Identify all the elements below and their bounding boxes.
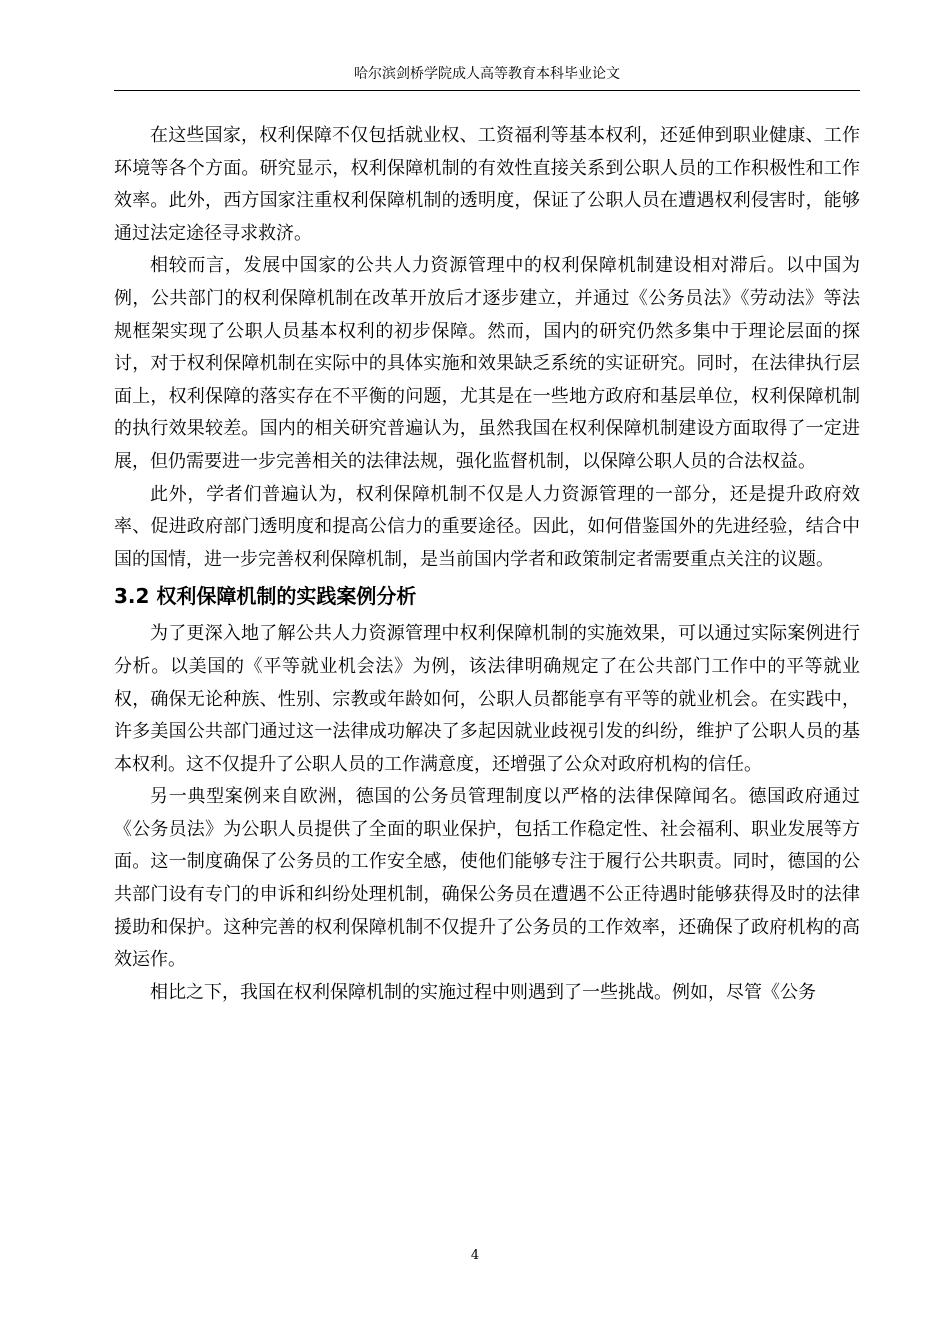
page-number: 4	[470, 1248, 480, 1263]
section-heading: 3.2 权利保障机制的实践案例分析	[114, 584, 417, 609]
header-title: 哈尔滨剑桥学院成人高等教育本科毕业论文	[354, 66, 620, 82]
document-body	[114, 120, 860, 1009]
paragraph: 为了更深入地了解公共人力资源管理中权利保障机制的实施效果，可以通过实际案例进行分析。以美国的《平等就业机会法》为例，该法律明确规定了在公共部门工作中的平等就业权，确保无论种族、性别、宗教或年龄如何，公职人员都能享有平等的就业机会。在实践中，许多美国公共部门通过这一法律成功解决了多起因就业歧视引发的纠纷，维护了公职人员的基本权利。这不仅提升了公职人员的工作满意度，还增强了公众对政府机构的信任。	[114, 623, 860, 775]
paragraph: 在这些国家，权利保障不仅包括就业权、工资福利等基本权利，还延伸到职业健康、工作环境等各个方面。研究显示，权利保障机制的有效性直接关系到公职人员的工作积极性和工作效率。此外，西方国家注重权利保障机制的透明度，保证了公职人员在遭遇权利侵害时，能够通过法定途径寻求救济。	[114, 125, 860, 244]
page-header	[114, 64, 860, 91]
paragraph: 相比之下，我国在权利保障机制的实施过程中则遇到了一些挑战。例如，尽管《公务	[150, 981, 816, 1003]
paragraph: 此外，学者们普遍认为，权利保障机制不仅是人力资源管理的一部分，还是提升政府效率、促进政府部门透明度和提高公信力的重要途径。因此，如何借鉴国外的先进经验，结合中国的国情，进一步完善权利保障机制，是当前国内学者和政策制定者需要重点关注的议题。	[114, 483, 860, 570]
paragraph: 另一典型案例来自欧洲，德国的公务员管理制度以严格的法律保障闻名。德国政府通过《公务员法》为公职人员提供了全面的职业保护，包括工作稳定性、社会福利、职业发展等方面。这一制度确保了公务员的工作安全感，使他们能够专注于履行公共职责。同时，德国的公共部门设有专门的申诉和纠纷处理机制，确保公务员在遭遇不公正待遇时能够获得及时的法律援助和保护。这种完善的权利保障机制不仅提升了公务员的工作效率，还确保了政府机构的高效运作。	[114, 786, 860, 971]
paragraph: 相较而言，发展中国家的公共人力资源管理中的权利保障机制建设相对滞后。以中国为例，公共部门的权利保障机制在改革开放后才逐步建立，并通过《公务员法》《劳动法》等法规框架实现了公职人员基本权利的初步保障。然而，国内的研究仍然多集中于理论层面的探讨，对于权利保障机制在实际中的具体实施和效果缺乏系统的实证研究。同时，在法律执行层面上，权利保障的落实存在不平衡的问题，尤其是在一些地方政府和基层单位，权利保障机制的执行效果较差。国内的相关研究普遍认为，虽然我国在权利保障机制建设方面取得了一定进展，但仍需要进一步完善相关的法律法规，强化监督机制，以保障公职人员的合法权益。	[114, 255, 860, 472]
